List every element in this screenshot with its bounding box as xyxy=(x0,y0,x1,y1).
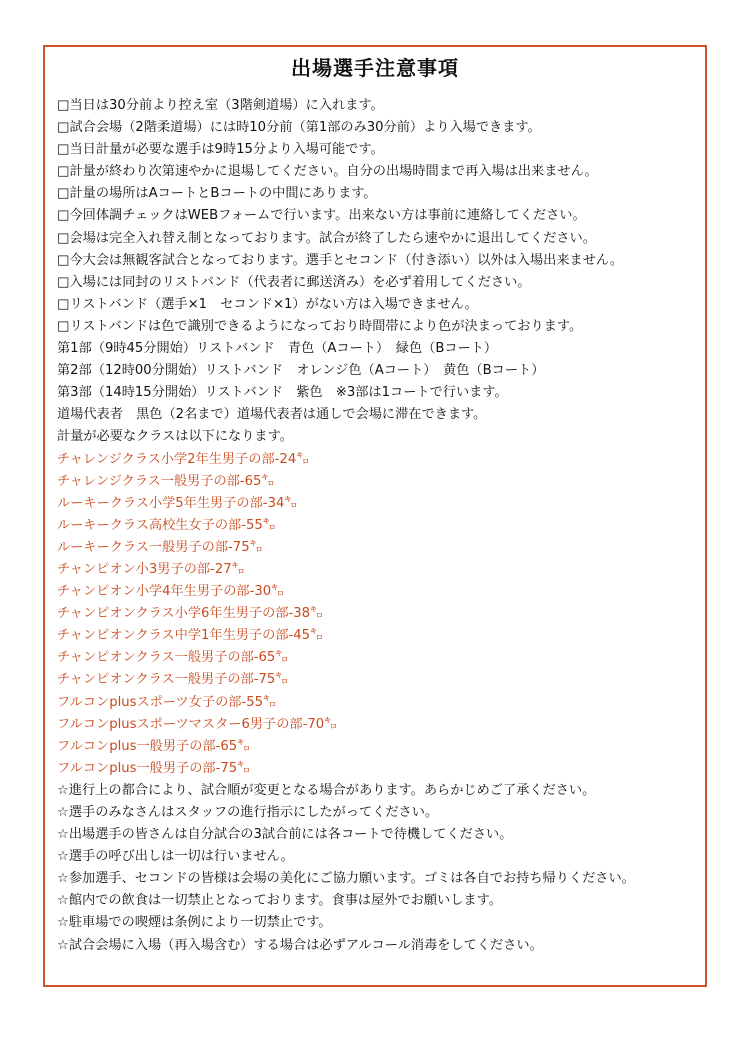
notice-line: ☆試合会場に入場（再入場含む）する場合は必ずアルコール消毒をしてください。 xyxy=(57,937,543,953)
weight-class-item: チャンピオン小3男子の部-27㌔ xyxy=(57,561,245,577)
notice-line: ☆進行上の都合により、試合順が変更となる場合があります。あらかじめご了承ください。 xyxy=(57,782,596,798)
notice-list xyxy=(57,95,697,957)
notice-line: ☆館内での飲食は一切禁止となっております。食事は屋外でお願いします。 xyxy=(57,893,502,909)
notice-line: 第3部（14時15分開始）リストバンド 紫色 ※3部は1コートで行います。 xyxy=(57,385,508,401)
notice-line: □入場には同封のリストバンド（代表者に郵送済み）を必ず着用してください。 xyxy=(57,274,531,290)
weight-class-item: フルコンplusスポーツ女子の部-55㌔ xyxy=(57,694,277,710)
weight-class-item: フルコンplusスポーツマスター6男子の部-70㌔ xyxy=(57,716,338,732)
notice-line: □当日は30分前より控え室（3階剣道場）に入れます。 xyxy=(57,98,384,113)
weight-class-item: ルーキークラス高校生女子の部-55㌔ xyxy=(57,517,276,533)
notice-line: 計量が必要なクラスは以下になります。 xyxy=(57,429,293,445)
notice-line: ☆選手の呼び出しは一切は行いません。 xyxy=(57,849,294,865)
notice-line: □リストバンド（選手×1 セコンド×1）がない方は入場できません。 xyxy=(57,296,478,312)
notice-line: □リストバンドは色で識別できるようになっており時間帯により色が決まっております。 xyxy=(57,318,583,334)
weight-class-item: フルコンplus一般男子の部-65㌔ xyxy=(57,738,251,754)
notice-line: 道場代表者 黒色（2名まで）道場代表者は通しで会場に滞在できます。 xyxy=(57,407,487,423)
notice-line: 第1部（9時45分開始）リストバンド 青色（Aコート） 緑色（Bコート） xyxy=(57,341,498,357)
weight-class-item: チャンピオンクラス中学1年生男子の部-45㌔ xyxy=(57,628,324,644)
notice-line: □当日計量が必要な選手は9時15分より入場可能です。 xyxy=(57,142,384,158)
weight-class-item: チャンピオンクラス一般男子の部-65㌔ xyxy=(57,650,289,666)
weight-class-item: フルコンplus一般男子の部-75㌔ xyxy=(57,760,251,776)
weight-class-item: チャンピオンクラス一般男子の部-75㌔ xyxy=(57,672,289,688)
weight-class-item: チャレンジクラス小学2年生男子の部-24㌔ xyxy=(57,451,310,467)
notice-line: ☆駐車場での喫煙は条例により一切禁止です。 xyxy=(57,915,332,931)
notice-line: □計量が終わり次第速やかに退場してください。自分の出場時間まで再入場は出来ません。 xyxy=(57,164,598,180)
notice-line: □今大会は無観客試合となっております。選手とセコンド（付き添い）以外は入場出来ません。 xyxy=(57,252,624,268)
weight-class-item: ルーキークラス小学5年生男子の部-34㌔ xyxy=(57,495,298,511)
notice-line: ☆出場選手の皆さんは自分試合の3試合前には各コートで待機してください。 xyxy=(57,827,513,843)
notice-line: □会場は完全入れ替え制となっております。試合が終了したら速やかに退出してください。 xyxy=(57,230,596,246)
weight-class-item: チャンピオンクラス小学6年生男子の部-38㌔ xyxy=(57,606,324,622)
notice-line: □今回体調チェックはWEBフォームで行います。出来ない方は事前に連絡してください。 xyxy=(57,208,586,224)
notice-line: □試合会場（2階柔道場）には時10分前（第1部のみ30分前）より入場できます。 xyxy=(57,120,541,136)
notice-line: ☆参加選手、セコンドの皆様は会場の美化にご協力願います。ゴミは各自でお持ち帰りください。 xyxy=(57,871,635,887)
notice-line: 第2部（12時00分開始）リストバンド オレンジ色（Aコート） 黄色（Bコート） xyxy=(57,363,545,379)
weight-class-item: チャンピオン小学4年生男子の部-30㌔ xyxy=(57,584,285,600)
weight-class-item: チャレンジクラス一般男子の部-65㌔ xyxy=(57,473,275,489)
weight-class-item: ルーキークラス一般男子の部-75㌔ xyxy=(57,539,263,555)
notice-line: ☆選手のみなさんはスタッフの進行指示にしたがってください。 xyxy=(57,805,439,820)
notice-line: □計量の場所はAコートとBコートの中間にあります。 xyxy=(57,186,377,202)
document-title: 出場選手注意事項 xyxy=(291,56,459,80)
